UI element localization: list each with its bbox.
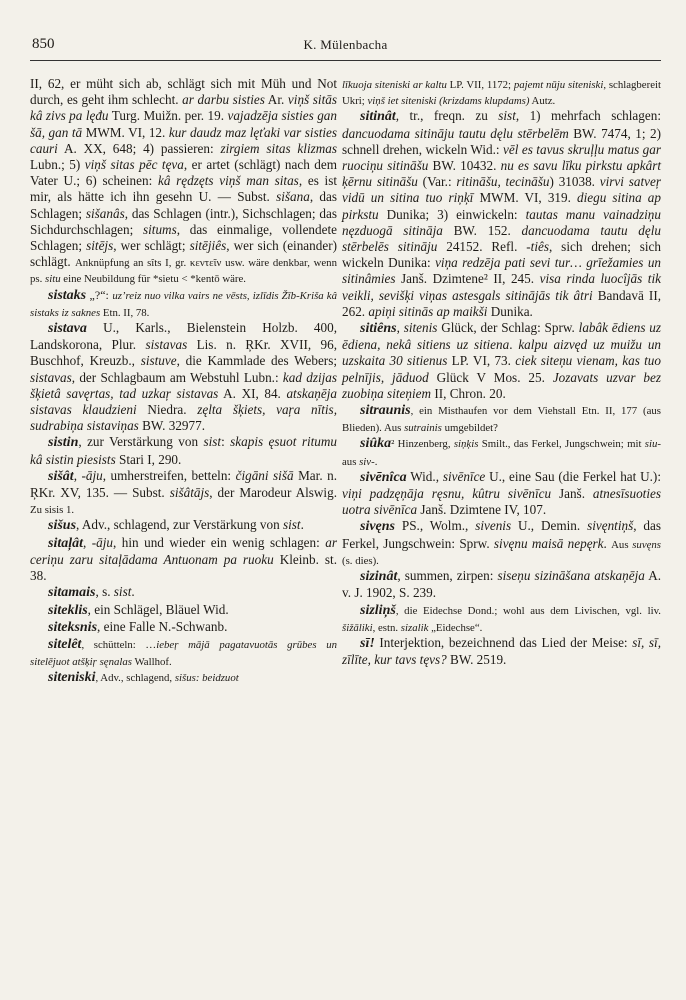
- entry-text: „?“:: [86, 287, 113, 302]
- entry-text: Zu sisis 1.: [30, 504, 75, 517]
- entry-text: sitējs: [86, 238, 114, 254]
- entry-text: umgebildet?: [441, 422, 498, 435]
- entry-text: sivęntiņš: [587, 518, 634, 534]
- entry-text: Glück V Mos. 25.: [428, 369, 553, 385]
- entry-text: suvęns: [632, 538, 662, 551]
- entry-text: visa rinda luocîjās tik veikli, sevišķi viņas astesgals sitinājās tik âtri: [342, 271, 661, 303]
- entry-text: BW. 2519.: [446, 652, 507, 668]
- entry-text: viņš sitas pēc tęva: [84, 157, 184, 173]
- entry-text: šižāliki: [342, 621, 373, 634]
- entry-text: LP. VII, 1172;: [446, 79, 514, 91]
- entry-text: :: [221, 434, 231, 450]
- entry-text: Interjektion, bezeichnend das Lied der Meise:: [374, 634, 633, 650]
- headword: sizinât: [360, 569, 398, 585]
- entry-text: sist: [282, 517, 301, 533]
- entry-text: LP. VI, 73.: [447, 353, 516, 369]
- entry-text: , das Schlagen;: [30, 189, 337, 221]
- entry-text: virvi satveŗ vidū un sitina tuo riņķī: [342, 174, 661, 206]
- entry-text: , die Kammlade des Webers;: [176, 353, 337, 369]
- entry-text: sivenis: [475, 518, 512, 534]
- headword: sī!: [360, 635, 375, 651]
- entry-text: ciek siteņu vienam, kas tuo pelnījis, jāduod: [342, 353, 661, 385]
- dictionary-entry: [30, 535, 337, 585]
- entry-text: A. v. J. 1902, S. 239.: [342, 568, 662, 601]
- entry-text: viņš sitās kâ zivs pa lęđu: [30, 92, 337, 124]
- dictionary-entry: [30, 584, 337, 601]
- right-column: [342, 76, 661, 668]
- entry-text: U., Karls., Bielenstein Holzb. 400, Landskorona, Plur.: [30, 320, 337, 353]
- entry-text: , tr., freqn. zu: [395, 108, 499, 124]
- dictionary-entry: [30, 602, 337, 619]
- headword: sistava: [48, 321, 87, 337]
- dictionary-entry: [30, 669, 337, 686]
- entry-text: , zur Verstärkung von: [78, 434, 204, 450]
- entry-text: .: [509, 337, 519, 353]
- entry-text: , Adv., schlagend,: [95, 672, 175, 685]
- entry-text: U., Demin.: [511, 518, 588, 534]
- dictionary-entry: [30, 320, 337, 434]
- entry-text: Janš. Dzimtene² II, 245.: [395, 271, 540, 287]
- entry-text: vajadzēja sisties gan šā, gan tā: [30, 108, 337, 140]
- entry-text: sist: [203, 434, 222, 450]
- entry-text: ritināšu, tecināšu: [456, 174, 550, 190]
- entry-text: zęlta šķiets, vaŗa nītis, sudrabiņa sistaviņas: [30, 402, 337, 434]
- entry-text: Mar. n. ŖKr. XV, 135. — Subst.: [30, 467, 337, 501]
- entry-text: ar darbu sisties: [182, 92, 265, 108]
- entry-text: kur daudz maz lęťaki var sisties cauri: [30, 124, 338, 156]
- entry-text: PS., Wolm.,: [395, 518, 476, 534]
- dictionary-entry: [342, 635, 661, 668]
- entry-text: , summen, zirpen:: [397, 568, 498, 584]
- entry-text: atnesīsuoties uotra sivēnīca: [342, 486, 661, 518]
- entry-text: Etn. II, 78.: [100, 306, 150, 319]
- entry-text: , eine Falle N.-Schwanb.: [97, 618, 228, 634]
- entry-text: II, Chron. 20.: [431, 385, 506, 401]
- entry-text: Lubn.; 5): [30, 157, 85, 173]
- entry-text: sizalik: [400, 621, 429, 634]
- entry-text: siu-: [644, 438, 661, 451]
- entry-text: sivęnu maisā nepęrk: [493, 535, 604, 551]
- dictionary-entry: [30, 287, 337, 320]
- entry-text: Jozavats uzvar bez zuobiņa siteņiem: [342, 369, 661, 401]
- headword: siteksnis: [48, 619, 98, 635]
- entry-text: Kleinb. st. 38.: [30, 551, 337, 584]
- entry-text: situms: [143, 221, 177, 237]
- entry-text: sišâtājs: [169, 485, 210, 501]
- entry-text: sitenis: [403, 320, 438, 336]
- headword: sitaļât: [48, 535, 84, 551]
- entry-text: .: [374, 455, 378, 468]
- entry-text: , das Ferkel, Jungschwein: Sprw.: [342, 518, 661, 551]
- dictionary-entry: [342, 602, 661, 635]
- entry-text: Janš.: [551, 486, 593, 502]
- entry-text: , sich drehen; sich wickeln Dunika:: [342, 239, 661, 271]
- dictionary-entry: [342, 320, 661, 402]
- entry-text: sistuve: [140, 353, 177, 369]
- entry-text: .: [131, 584, 135, 600]
- entry-text: , das einmalige, vollendete Schlagen;: [30, 221, 337, 254]
- entry-text: , die Eidechse Dond.; wohl aus dem Livischen, vgl. liv.: [395, 604, 661, 617]
- entry-text: MWM. VI, 12.: [82, 124, 169, 140]
- entry-text: diegu sitina ap pirkstu: [342, 190, 661, 222]
- entry-text: sivēnīce: [442, 468, 486, 484]
- entry-text: pajemt nūju siteniski: [513, 79, 604, 91]
- headword: sivęns: [360, 519, 395, 535]
- entry-text: iebeŗ mājā pagatavuotās grūbes un sitelējuot atšķiŗ sęnalas: [30, 638, 338, 669]
- entry-text: siv-: [359, 455, 375, 468]
- entry-text: , s.: [95, 584, 114, 600]
- entry-text: (Var.:: [417, 174, 457, 190]
- entry-text: BW. 10432.: [428, 158, 501, 174]
- dictionary-entry: [342, 518, 661, 568]
- entry-text: , hin und wieder ein wenig schlagen:: [113, 534, 326, 550]
- entry-text: sišanâs: [85, 205, 125, 221]
- entry-text: eine Neubildung für *sietu < *kentō wäre.: [60, 273, 246, 286]
- entry-text: Aus: [611, 538, 633, 551]
- entry-text: kad dzijas šķietâ savęrtas, tad uzkaŗ sistavas: [30, 369, 338, 401]
- dictionary-entry: [30, 619, 337, 636]
- entry-text: vēl es tavus skruļļu matus gar ruociņu sitināšu: [342, 141, 661, 174]
- entry-text: II, 62, er müht sich ab, schlägt sich mit Müh und Not durch, es geht ihm schlecht.: [30, 76, 337, 108]
- entry-text: sist: [113, 584, 132, 600]
- entry-text: , es ist mir, als hätte ich ihn gesehn U. — Subst.: [30, 173, 338, 205]
- entry-text: Wid.,: [406, 468, 443, 484]
- entry-text: Autz.: [529, 95, 556, 108]
- headword: sistin: [48, 435, 79, 451]
- entry-text: U., eine Sau (die Ferkel hat U.):: [485, 468, 661, 484]
- continued-entry: [342, 76, 661, 108]
- entry-text: Janš. Dzimtene IV, 107.: [417, 502, 547, 518]
- entry-text: atskaņēja sistavas klaudzieni: [30, 385, 337, 418]
- running-head: K. Mülenbacha: [303, 37, 388, 52]
- entry-text: „Eidechse“.: [428, 621, 483, 634]
- entry-text: skapis ęsuot ritumu kâ sistin piesists: [30, 434, 337, 467]
- dictionary-entry: [30, 517, 337, 534]
- entry-text: , er artet (schlägt) nach dem Vater U.; 6) scheinen:: [30, 157, 337, 189]
- continued-entry: [30, 76, 337, 287]
- entry-text: sistavas: [30, 369, 72, 385]
- entry-text: kalpu aizvęd uz muižu un uzskaita 30 sitienus: [342, 337, 662, 369]
- entry-text: Bandavā II, 262.: [342, 287, 662, 319]
- entry-text: kâ rędzęts viņš man sitas: [157, 173, 299, 189]
- entry-text: ,: [83, 534, 92, 550]
- entry-text: , 1) mehrfach schlagen:: [515, 108, 661, 124]
- entry-text: .: [300, 517, 304, 533]
- entry-text: viņa redzēja pati sevi tur… grīežamies un sitinâmies: [342, 255, 662, 287]
- entry-text: -tiês: [526, 239, 549, 255]
- entry-text: Turg. Muižn. per. 19.: [108, 108, 228, 124]
- entry-text: Dunika; 3) einwickeln:: [378, 206, 526, 222]
- entry-text: siseņu sizināšana atskaņēja: [497, 568, 645, 584]
- entry-text: , der Schlagbaum am Webstuhl Lubn.:: [71, 369, 283, 385]
- entry-text: ² Hinzenberg,: [391, 438, 454, 451]
- entry-text: , wer sich (einander) schlägt.: [30, 238, 337, 270]
- entry-text: Lis. n. ŖKr. XVII, 96, Buschhof, Kreuzb.,: [30, 337, 338, 369]
- headword: siteniski: [48, 670, 96, 686]
- entry-text: Wallhof.: [131, 656, 172, 669]
- entry-text: (s. dies).: [342, 554, 379, 567]
- entry-text: situ: [45, 273, 61, 286]
- entry-text: Niedra.: [136, 402, 198, 418]
- entry-text: ar ceriņu zaru sitaļādama Antuonam pa ruoku: [30, 534, 337, 567]
- entry-text: apiņi sitinās ap maikši: [368, 303, 488, 319]
- entry-text: BW. 152.: [442, 222, 522, 238]
- entry-text: uz’reiz nuo vilka vairs ne vēsts, izlīdis Žīb-Kriša kâ sistaks iz saknes: [30, 289, 338, 319]
- entry-text: , der Marodeur Alswig.: [209, 485, 337, 501]
- page-header: [30, 34, 661, 61]
- entry-text: dancuodama tautu dęlu stērbelēs sitināju: [342, 222, 661, 255]
- entry-text: Glück, der Schlag: Sprw.: [437, 320, 579, 336]
- entry-text: sist: [498, 108, 516, 124]
- entry-text: -āju: [91, 534, 114, 550]
- entry-text: , wer schlägt;: [113, 238, 190, 254]
- entry-text: viņš iet siteniski (krizdams klupdams): [367, 95, 530, 108]
- entry-text: .: [603, 535, 612, 551]
- entry-text: aus: [342, 455, 360, 468]
- entry-text: Anknüpfung an sîts I, gr. κεντεῖν usw. wäre denkbar, wenn ps.: [30, 257, 337, 286]
- headword: sizliņš: [360, 602, 396, 618]
- entry-text: siņķis: [453, 438, 479, 451]
- headword: sitinât: [360, 109, 396, 125]
- headword: sistaks: [48, 287, 87, 303]
- entry-text: , schütteln: …: [81, 638, 157, 651]
- left-column: [30, 76, 337, 687]
- entry-text: sistavas: [145, 337, 188, 353]
- headword: siteklis: [48, 602, 88, 618]
- entry-text: nu es savu līku pirkstu apkârt ķērnu sitināšu: [342, 158, 662, 190]
- headword: sivēnîca: [360, 469, 407, 485]
- entry-text: -āju: [81, 467, 103, 483]
- entry-text: 24152. Refl.: [437, 239, 527, 255]
- entry-text: viņi padzęņāja ręsnu, kûtru sivēnīcu: [342, 486, 552, 502]
- entry-text: ) 31038.: [549, 174, 600, 190]
- entry-text: A. XX, 648; 4) passieren:: [57, 140, 221, 156]
- entry-text: Smilt., das Ferkel, Jungschwein; mit: [478, 438, 645, 451]
- entry-text: sišus: beidzuot: [174, 672, 239, 685]
- entry-text: BW. 32977.: [138, 418, 205, 434]
- entry-text: sitējiês: [189, 238, 227, 254]
- page-number: 850: [32, 36, 55, 52]
- dictionary-entry: [342, 108, 661, 320]
- entry-text: MWM. VI, 319.: [473, 190, 577, 206]
- headword: sišus: [48, 518, 77, 534]
- dictionary-entry: [342, 435, 661, 468]
- entry-text: dancuodama sitināju tautu dęlu stērbelēm: [342, 125, 569, 141]
- entry-text: zirgiem sitas klizmas: [220, 140, 337, 156]
- headword: sitamais: [48, 585, 96, 601]
- entry-text: labâk ēdiens uz ēdiena, nekâ sitiens uz sitiena: [342, 320, 661, 353]
- dictionary-entry: [342, 568, 661, 601]
- entry-text: ,: [73, 467, 82, 483]
- entry-text: sī, sī, zīlīte, kur tavs tęvs?: [342, 634, 661, 668]
- entry-text: , umherstreifen, betteln:: [102, 467, 236, 483]
- headword: sitiêns: [360, 321, 397, 337]
- entry-text: čigāni sišā: [235, 467, 294, 483]
- headword: sišât: [48, 468, 74, 484]
- entry-text: , ein Misthaufen vor dem Viehstall Etn. II, 177 (aus Blieden). Aus: [342, 405, 661, 435]
- headword: sitraunis: [360, 403, 411, 419]
- entry-text: , Adv., schlagend, zur Verstärkung von: [76, 517, 283, 533]
- entry-text: sutrainis: [404, 422, 442, 435]
- entry-text: A. XI, 84.: [218, 385, 287, 401]
- entry-text: , das Schlagen (intr.), Sichschlagen; das Sichdurchschlagen;: [30, 205, 337, 237]
- entry-text: Stari I, 290.: [115, 451, 182, 467]
- headword: siûka: [360, 436, 392, 452]
- entry-text: Ar.: [264, 92, 288, 108]
- dictionary-entry: [30, 468, 337, 518]
- dictionary-entry: [30, 636, 337, 669]
- entry-text: BW. 7474, 1; 2) schnell drehen, wickeln Wid.:: [342, 125, 661, 157]
- entry-text: Dunika.: [487, 303, 533, 319]
- entry-text: sišana: [276, 189, 310, 205]
- entry-text: tautas manu vainadziņu nęzduogā sitināja: [342, 206, 661, 238]
- entry-text: , ein Schlägel, Bläuel Wid.: [87, 601, 229, 617]
- entry-text: līkuoja siteniski ar kaltu: [342, 79, 447, 91]
- entry-text: , estn.: [372, 621, 401, 634]
- entry-text: ,: [396, 320, 404, 336]
- dictionary-entry: [342, 402, 661, 435]
- dictionary-entry: [342, 469, 661, 519]
- entry-text: , schlagbereit Ukri;: [342, 79, 661, 108]
- headword: sitelêt: [48, 636, 82, 652]
- dictionary-entry: [30, 434, 337, 467]
